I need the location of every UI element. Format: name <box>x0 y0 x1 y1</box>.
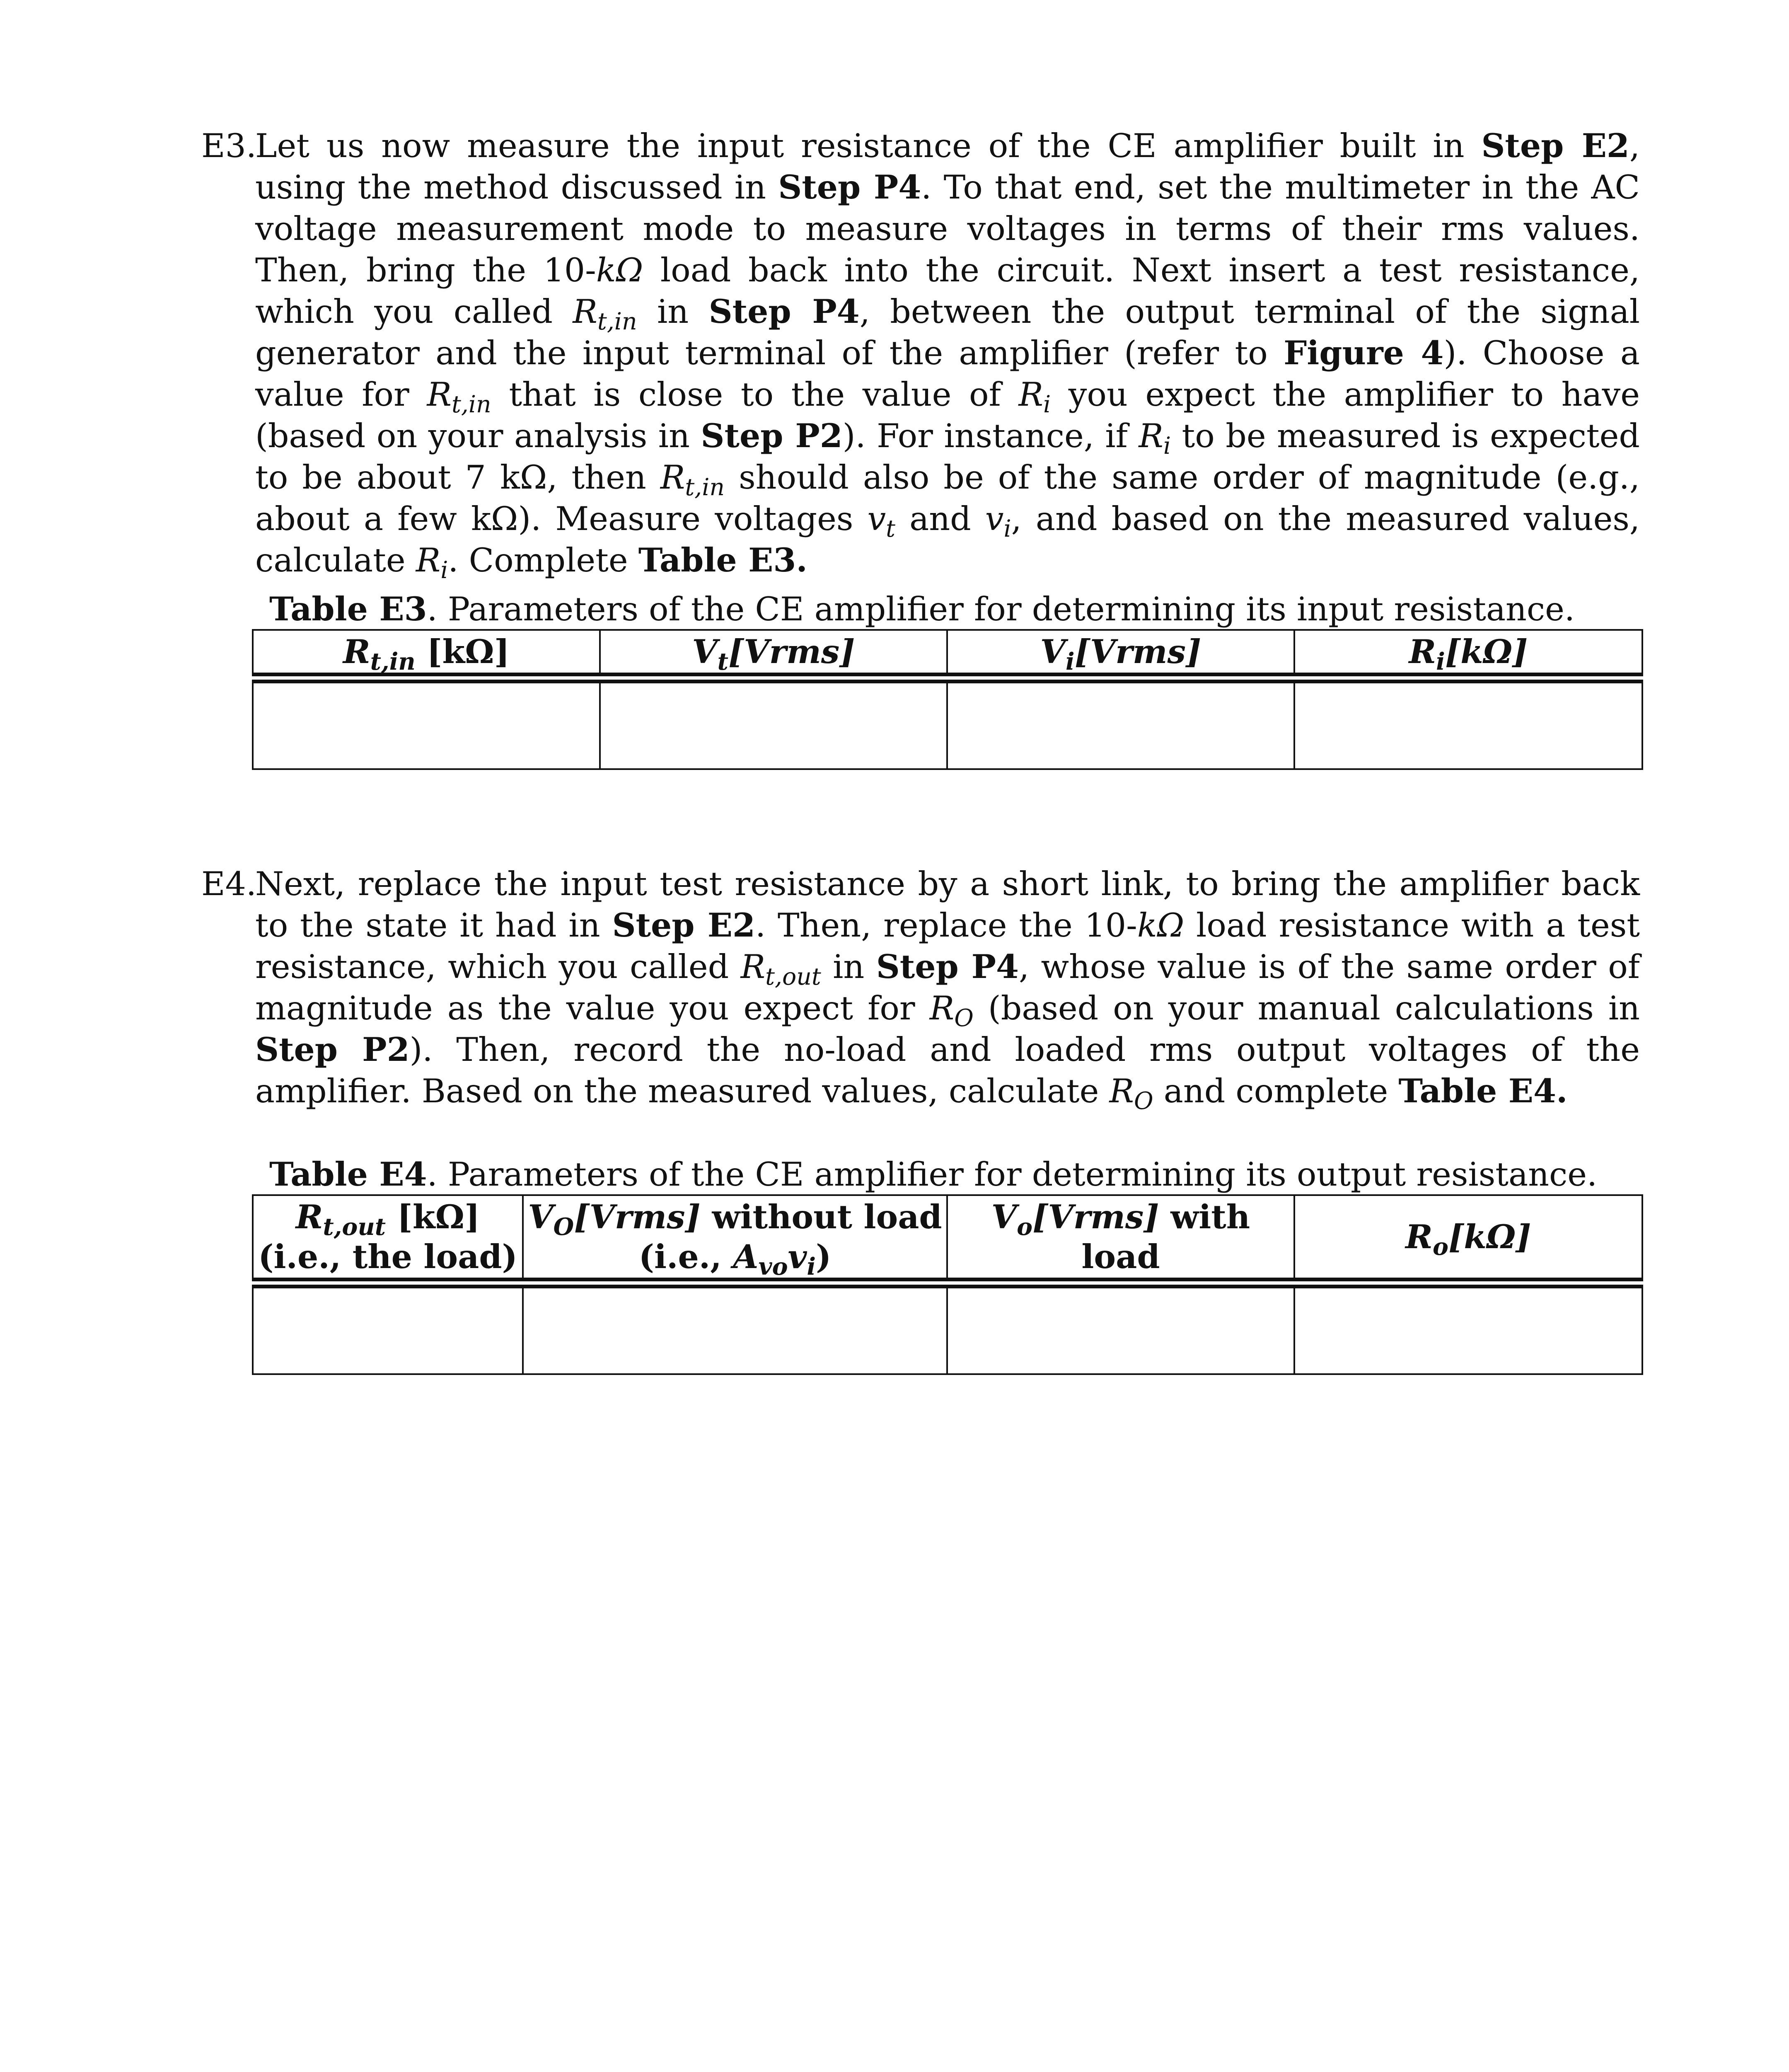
table-e3-header-ri: $R_i[k\Omega]$ <box>1294 630 1642 678</box>
table-e4-cell-ro[interactable] <box>1294 1283 1642 1374</box>
step-e3-number: E3. <box>201 127 257 165</box>
table-e4-cell-rtout[interactable] <box>253 1283 523 1374</box>
step-e3-text: Let us now measure the input resistance of the CE amplifier built in Step E2, using the method discussed in Step P4. To that end, set the multimeter in the AC voltage measurement mode to measure voltages in terms of their rms values. Then, bring the 10-kΩ load back into the circuit. Next insert a test resistance, which you called $R_{t,in}$ in Step P4, between the output terminal of the signal generator and the input terminal of the amplifier (refer to Figure 4). Choose a value for $R_{t,in}$ that is close to the value of $R_i$ you expect the amplifier to have (based on your analysis in Step P2). For instance, if $R_i$ to be measured is expected to be about 7 kΩ, then $R_{t,in}$ should also be of the same order of magnitude (e.g., about a few kΩ). Measure voltages $v_t$ and $v_i$, and based on the measured values, calculate $R_i$. Complete Table E3. <box>255 126 1640 584</box>
table-e3-header-vi: $V_i[Vrms]$ <box>947 630 1294 678</box>
table-e3-entry-row <box>253 678 1642 769</box>
table-e4-cell-vo-load[interactable] <box>947 1283 1294 1374</box>
table-e4-header-vo-noload: $V_O[Vrms]$ without load (i.e., $A_{vo}v_i$) <box>523 1195 947 1283</box>
table-e4-header-ro: $R_o[k\Omega]$ <box>1294 1195 1642 1283</box>
table-e4-caption: Table E4. Parameters of the CE amplifier for determining its output resistance. <box>269 1155 1598 1193</box>
step-e4-number: E4. <box>201 865 257 903</box>
table-e4-header-vo-load: $V_o[Vrms]$ with load <box>947 1195 1294 1283</box>
table-e4 <box>252 1194 1643 1375</box>
table-e3-cell-vt[interactable] <box>600 678 947 769</box>
table-e3-cell-vi[interactable] <box>947 678 1294 769</box>
table-e3-header-row <box>253 630 1642 678</box>
table-e4-cell-vo-noload[interactable] <box>523 1283 947 1374</box>
table-e3-cell-rtin[interactable] <box>253 678 600 769</box>
table-e3 <box>252 629 1643 770</box>
table-e3-caption: Table E3. Parameters of the CE amplifier for determining its input resistance. <box>269 590 1575 628</box>
table-e3-cell-ri[interactable] <box>1294 678 1642 769</box>
table-e3-header-vt: $V_t[Vrms]$ <box>600 630 947 678</box>
table-e4-header-row <box>253 1195 1642 1283</box>
table-e4-entry-row <box>253 1283 1642 1374</box>
step-e4-text: Next, replace the input test resistance by a short link, to bring the amplifier back to the state it had in Step E2. Then, replace the 10-kΩ load resistance with a test resistance, which you called $R_{t,out}$ in Step P4, whose value is of the same order of magnitude as the value you expect for $R_O$ (based on your manual calculations in Step P2). Then, record the no-load and loaded rms output voltages of the amplifier. Based on the measured values, calculate $R_O$ and complete Table E4. <box>255 865 1640 1115</box>
table-e3-header-rtin: $R_{t,in}$ [kΩ] <box>253 630 600 678</box>
table-e4-header-rtout: $R_{t,out}$ [kΩ] (i.e., the load) <box>253 1195 523 1283</box>
